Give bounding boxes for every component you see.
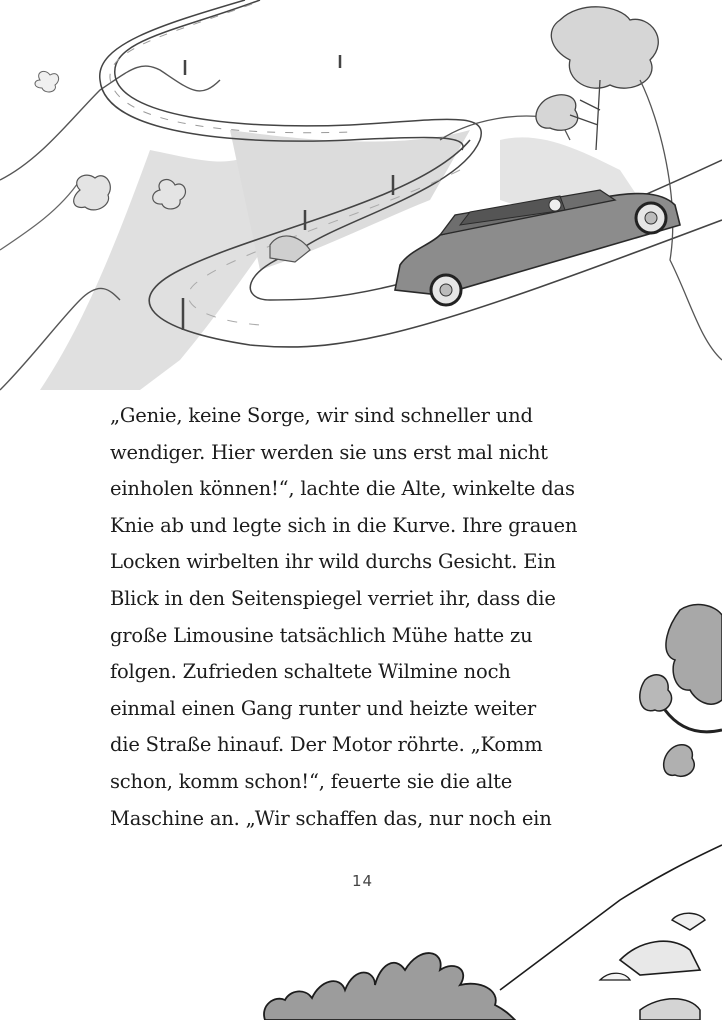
text-line: einmal einen Gang runter und heizte weiter [110, 696, 537, 720]
text-line: Maschine an. „Wir schaffen das, nur noch ein [110, 806, 552, 830]
text-line: Blick in den Seitenspiegel verriet ihr, dass die [110, 586, 556, 610]
bottom-illustration [0, 840, 722, 1020]
right-tree-illustration [620, 600, 722, 790]
text-line: wendiger. Hier werden sie uns erst mal nicht [110, 440, 548, 464]
text-line: große Limousine tatsächlich Mühe hatte zu [110, 623, 533, 647]
page-number: 14 [352, 872, 374, 890]
text-line: folgen. Zufrieden schaltete Wilmine noch [110, 660, 511, 684]
text-line: Knie ab und legte sich in die Kurve. Ihre grauen [110, 513, 578, 537]
top-illustration [0, 0, 722, 400]
text-line: schon, komm schon!“, feuerte sie die alte [110, 769, 513, 793]
story-text [110, 398, 610, 837]
text-line: die Straße hinauf. Der Motor röhrte. „Komm [110, 733, 543, 757]
text-line: „Genie, keine Sorge, wir sind schneller und [110, 404, 533, 427]
tree-illustration [536, 7, 658, 150]
text-line: Locken wirbelten ihr wild durchs Gesicht. Ein [110, 550, 556, 574]
text-line: einholen können!“, lachte die Alte, winkelte das [110, 477, 575, 501]
